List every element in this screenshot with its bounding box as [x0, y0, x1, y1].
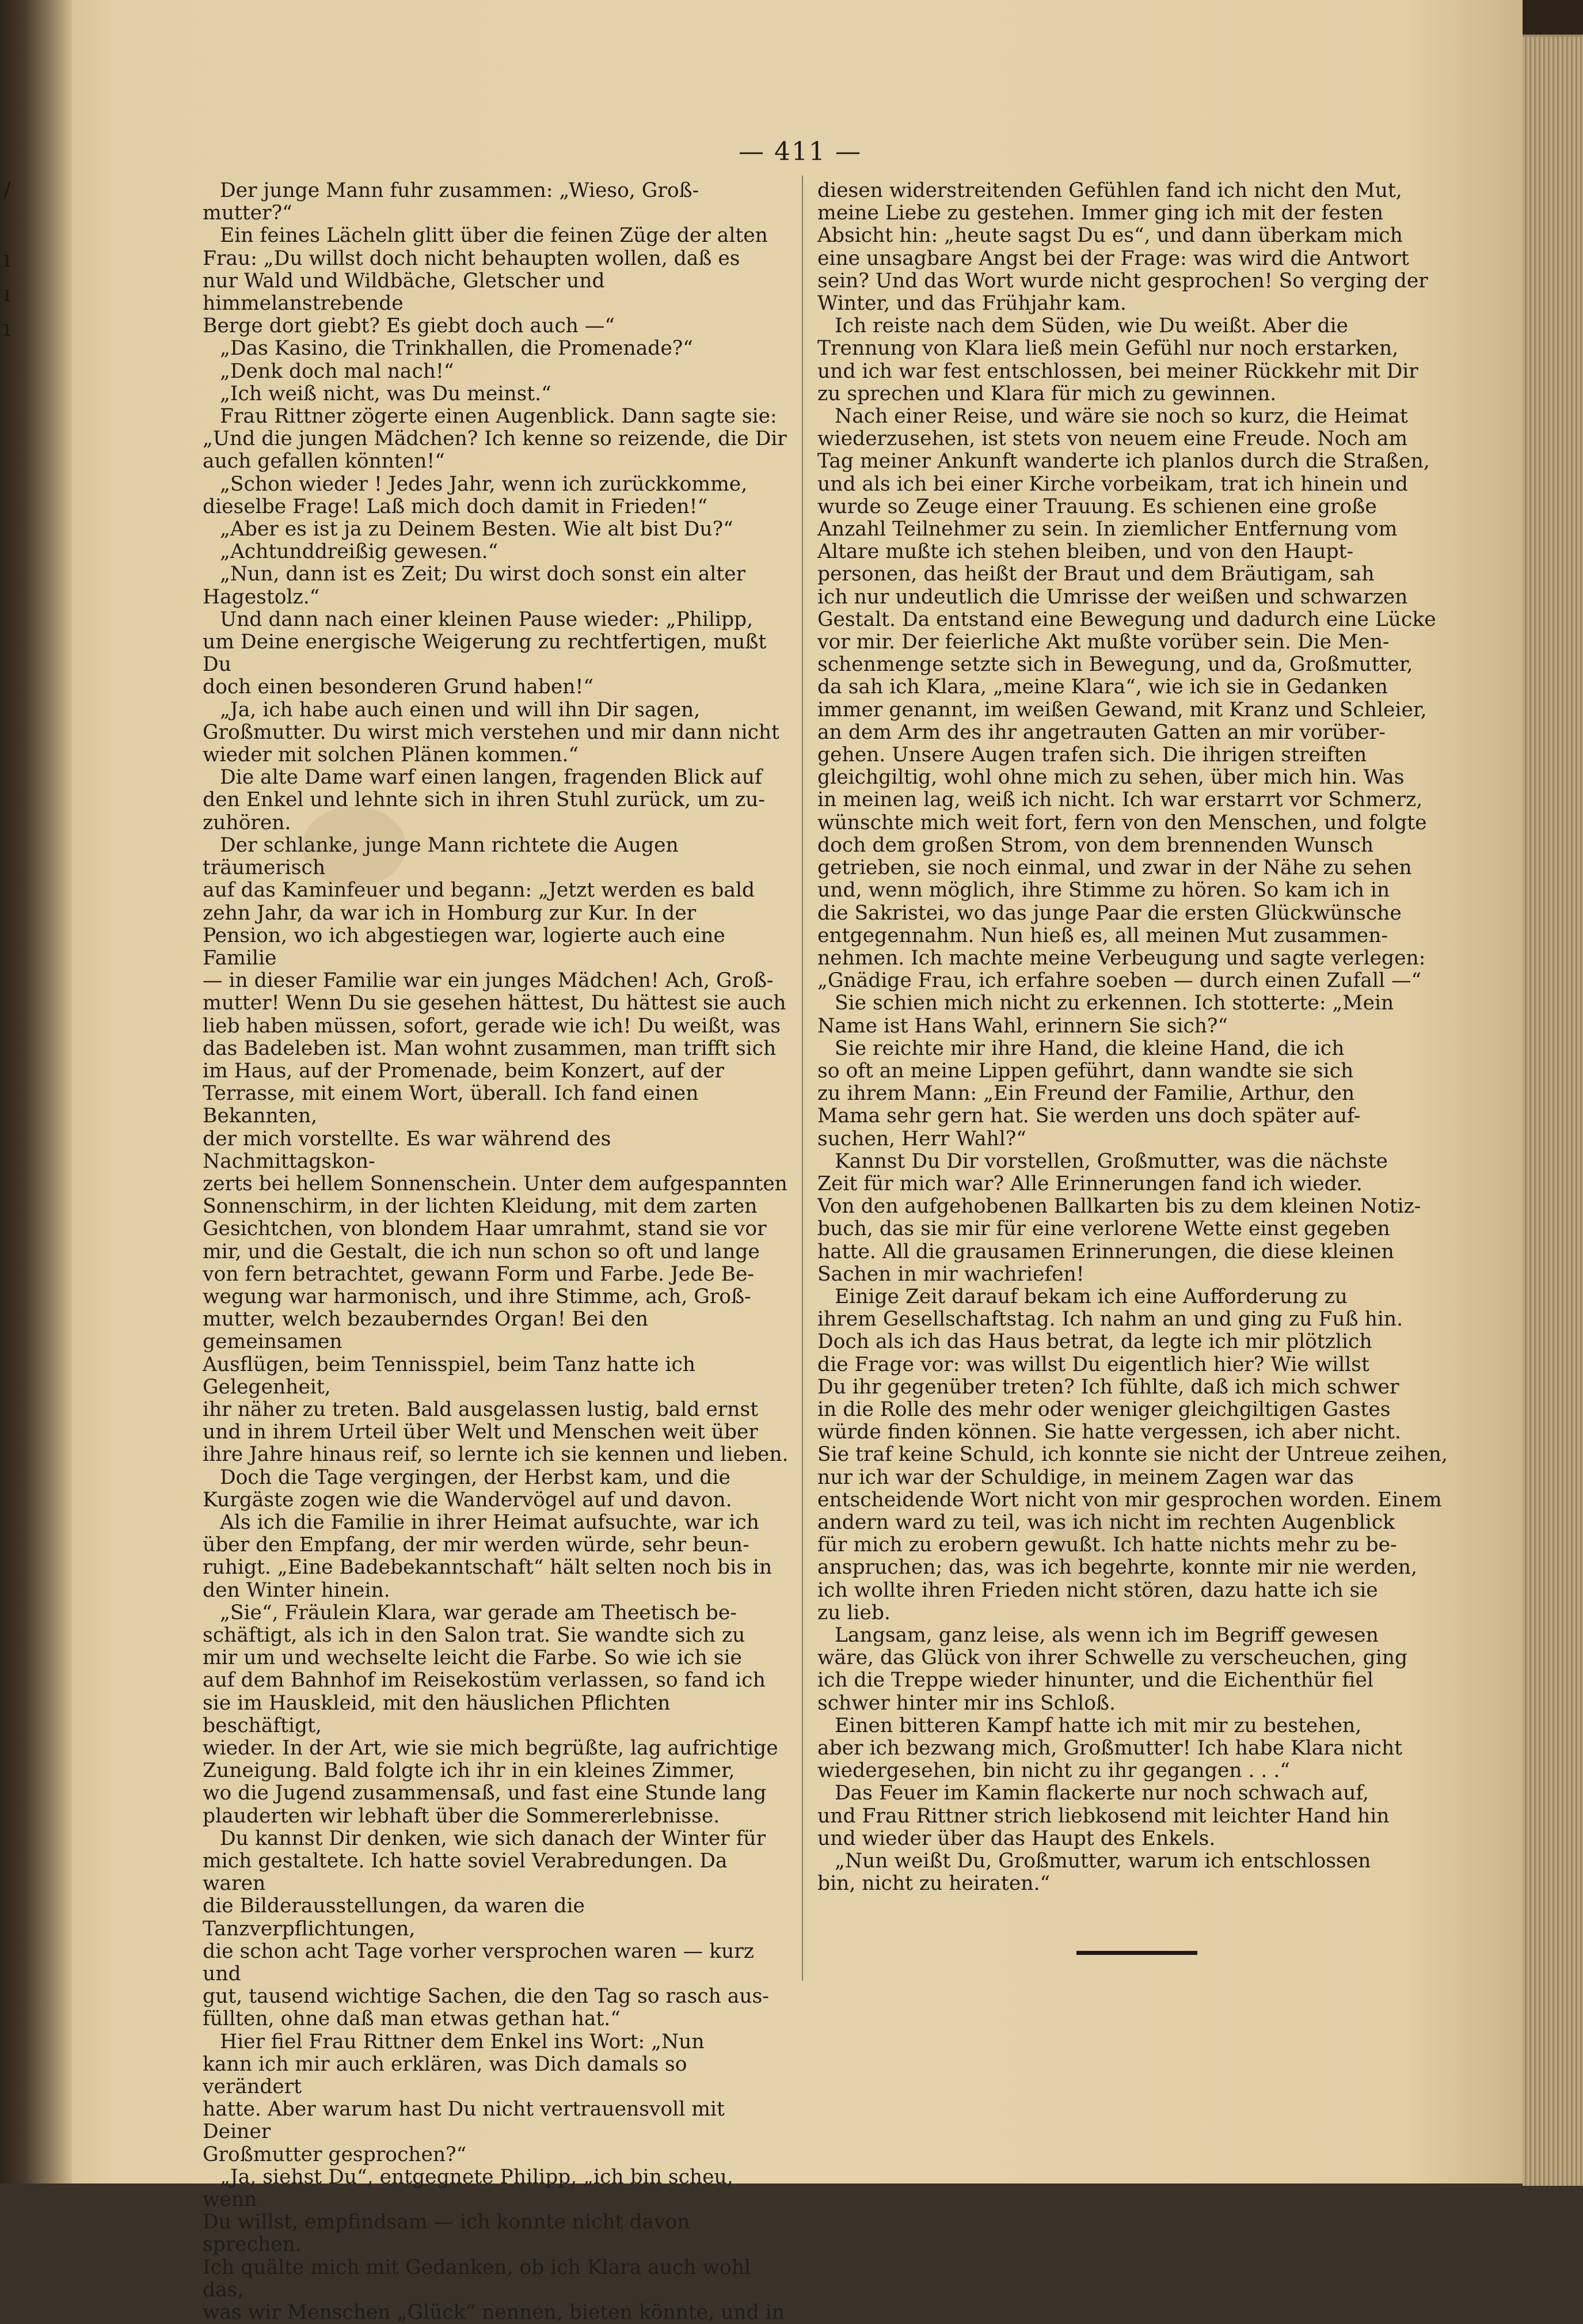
paragraph: „Denk doch mal nach!“	[220, 359, 454, 383]
paragraph: Das Feuer im Kamin flackerte nur noch schwach auf, und Frau Rittner strich liebkosend mit leichter Hand hin und wieder über das Haupt des Enkels.	[817, 1782, 1390, 1850]
paragraph: Ein feines Lächeln glitt über die feinen Züge der alten Frau: „Du willst doch nicht behaupten wollen, daß es nur Wald und Wildbäche, Gletscher und himmelanstrebende Berge dort giebt? Es giebt doch auch —“	[203, 224, 768, 338]
paragraph: „Nun, dann ist es Zeit; Du wirst doch sonst ein alter Hagestolz.“	[203, 563, 746, 609]
opposite-page-edge-marks: / ı ı ı	[3, 177, 11, 341]
paragraph: Langsam, ganz leise, als wenn ich im Begriff gewesen wäre, das Glück von ihrer Schwelle zu verscheuchen, ging ich die Treppe wieder hinunter, und die Eichenthür fiel schwer hinter mir ins Schloß.	[817, 1624, 1408, 1715]
paragraph: „Ich weiß nicht, was Du meinst.“	[220, 382, 551, 405]
page-number: — 411 —	[739, 137, 862, 166]
paragraph: Hier fiel Frau Rittner dem Enkel ins Wort: „Nun kann ich mir auch erklären, was Dich damals so verändert hatte. Aber warum hast Du nicht vertrauensvoll mit Deiner Großmutter gesprochen?“	[203, 2030, 725, 2166]
paragraph: „Nun weißt Du, Großmutter, warum ich entschlossen bin, nicht zu heiraten.“	[817, 1850, 1371, 1896]
paragraph: „Aber es ist ja zu Deinem Besten. Wie alt bist Du?“	[220, 518, 733, 541]
paragraph: Einige Zeit darauf bekam ich eine Aufforderung zu ihrem Gesellschaftstag. Ich nahm an und ging zu Fuß hin. Doch als ich das Haus betrat, da legte ich mir plötzlich die Frage vor: was willst Du eigentlich hier? Wie willst Du ihr gegenüber treten? Ich fühlte, daß ich mich schwer in die Rolle des mehr oder weniger gleichgiltigen Gastes würde finden können. Sie hatte vergessen, ich aber nicht. Sie traf keine Schuld, ich konnte sie nicht der Untreue zeihen, nur ich war der Schuldige, in meinem Zagen war das entscheidende Wort nicht von mir gesprochen worden. Einem andern ward zu teil, was ich nicht im rechten Augenblick für mich zu erobern gewußt. Ich hatte nichts mehr zu be- anspruchen; das, was ich begehrte, konnte mir nie werden, ich wollte ihren Frieden nicht stören, dazu hatte ich sie zu lieb.	[817, 1285, 1448, 1624]
paragraph: Der junge Mann fuhr zusammen: „Wieso, Groß- mutter?“	[203, 179, 699, 225]
paragraph: „Das Kasino, die Trinkhallen, die Promenade?“	[220, 337, 693, 360]
text-column-left	[203, 180, 789, 2324]
paragraph: Frau Rittner zögerte einen Augenblick. Dann sagte sie: „Und die jungen Mädchen? Ich kenne so reizende, die Dir auch gefallen könnten!“	[203, 405, 787, 473]
paragraph: Und dann nach einer kleinen Pause wieder: „Philipp, um Deine energische Weigerung zu rechtfertigen, mußt Du doch einen besonderen Grund haben!“	[203, 607, 767, 699]
paragraph: „Achtunddreißig gewesen.“	[220, 540, 499, 564]
paragraph: Ich reiste nach dem Süden, wie Du weißt. Aber die Trennung von Klara ließ mein Gefühl nur noch erstarken, und ich war fest entschlossen, bei meiner Rückkehr mit Dir zu sprechen und Klara für mich zu gewinnen.	[817, 314, 1418, 405]
end-of-story-rule	[1076, 1951, 1197, 1955]
page-stack-edges	[1523, 35, 1583, 2186]
paragraph: „Schon wieder ! Jedes Jahr, wenn ich zurückkomme, dieselbe Frage! Laß mich doch damit in Frieden!“	[203, 472, 748, 518]
column-divider	[802, 176, 803, 1981]
paragraph: „Ja, ich habe auch einen und will ihn Dir sagen, Großmutter. Du wirst mich verstehen und mir dann nicht wieder mit solchen Plänen kommen.“	[203, 698, 779, 767]
page-stack-top	[1523, 0, 1583, 35]
paragraph: Der schlanke, junge Mann richtete die Augen träumerisch auf das Kaminfeuer und begann: „Jetzt werden es bald zehn Jahr, da war ich in Homburg zur Kur. In der Pension, wo ich abgestiegen war, logierte auch eine Familie — in dieser Familie war ein junges Mädchen! Ach, Groß- mutter! Wenn Du sie gesehen hättest, Du hättest sie auch lieb haben müssen, sofort, gerade wie ich! Du weißt, was das Badeleben ist. Man wohnt zusammen, man trifft sich im Haus, auf der Promenade, beim Konzert, auf der Terrasse, mit einem Wort, überall. Ich fand einen Bekannten, der mich vorstellte. Es war während des Nachmittagskon- zerts bei hellem Sonnenschein. Unter dem aufgespannten Sonnenschirm, in der lichten Kleidung, mit dem zarten Gesichtchen, von blondem Haar umrahmt, stand sie vor mir, und die Gestalt, die ich nun schon so oft und lange von fern betrachtet, gewann Form und Farbe. Jede Be- wegung war harmonisch, und ihre Stimme, ach, Groß- mutter, welch bezauberndes Organ! Bei den gemeinsamen Ausflügen, beim Tennisspiel, beim Tanz hatte ich Gelegenheit, ihr näher zu treten. Bald ausgelassen lustig, bald ernst und in ihrem Urteil über Welt und Menschen weit über ihre Jahre hinaus reif, so lernte ich sie kennen und lieben.	[203, 833, 789, 1467]
text-column-right	[817, 180, 1448, 1895]
paragraph: Sie schien mich nicht zu erkennen. Ich stotterte: „Mein Name ist Hans Wahl, erinnern Sie sich?“	[817, 992, 1394, 1038]
paragraph: „Sie“, Fräulein Klara, war gerade am Theetisch be- schäftigt, als ich in den Salon trat. Sie wandte sich zu mir um und wechselte leicht die Farbe. So wie ich sie auf dem Bahnhof im Reisekostüm verlassen, so fand ich sie im Hauskleid, mit den häuslichen Pflichten beschäftigt, wieder. In der Art, wie sie mich begrüßte, lag aufrichtige Zuneigung. Bald folgte ich ihr in ein kleines Zimmer, wo die Jugend zusammensaß, und fast eine Stunde lang plauderten wir lebhaft über die Sommererlebnisse.	[203, 1601, 778, 1828]
paragraph: Kannst Du Dir vorstellen, Großmutter, was die nächste Zeit für mich war? Alle Erinnerungen fand ich wieder. Von den aufgehobenen Ballkarten bis zu dem kleinen Notiz- buch, das sie mir für eine verlorene Wette einst gegeben hatte. All die grausamen Erinnerungen, die diese kleinen Sachen in mir wachriefen!	[817, 1149, 1421, 1286]
paragraph: diesen widerstreitenden Gefühlen fand ich nicht den Mut, meine Liebe zu gestehen. Immer ging ich mit der festen Absicht hin: „heute sagst Du es“, und dann überkam mich eine unsagbare Angst bei der Frage: was wird die Antwort sein? Und das Wort wurde nicht gesprochen! So verging der Winter, und das Frühjahr kam.	[817, 179, 1428, 316]
paragraph: Einen bitteren Kampf hatte ich mit mir zu bestehen, aber ich bezwang mich, Großmutter! Ich habe Klara nicht wiedergesehen, bin nicht zu ihr gegangen . . .“	[817, 1714, 1403, 1783]
paragraph: Als ich die Familie in ihrer Heimat aufsuchte, war ich über den Empfang, der mir werden würde, sehr beun- ruhigt. „Eine Badebekanntschaft“ hält selten noch bis in den Winter hinein.	[203, 1510, 773, 1602]
paragraph: „Ja, siehst Du“, entgegnete Philipp, „ich bin scheu, wenn Du willst, empfindsam — ich konnte nicht davon sprechen. Ich quälte mich mit Gedanken, ob ich Klara auch wohl das, was wir Menschen „Glück“ nennen, bieten könnte, und in	[203, 2165, 785, 2324]
paragraph: Nach einer Reise, und wäre sie noch so kurz, die Heimat wiederzusehen, ist stets von neuem eine Freude. Noch am Tag meiner Ankunft wanderte ich planlos durch die Straßen, und als ich bei einer Kirche vorbeikam, trat ich hinein und wurde so Zeuge einer Trauung. Es schienen eine große Anzahl Teilnehmer zu sein. In ziemlicher Entfernung vom Altare mußte ich stehen bleiben, und von den Haupt- personen, das heißt der Braut und dem Bräutigam, sah ich nur undeutlich die Umrisse der weißen und schwarzen Gestalt. Da entstand eine Bewegung und dadurch eine Lücke vor mir. Der feierliche Akt mußte vorüber sein. Die Men- schenmenge setzte sich in Bewegung, und da, Großmutter, da sah ich Klara, „meine Klara“, wie ich sie in Gedanken immer genannt, im weißen Gewand, mit Kranz und Schleier, an dem Arm des ihr angetrauten Gatten an mir vorüber- gehen. Unsere Augen trafen sich. Die ihrigen streiften gleichgiltig, wohl ohne mich zu sehen, über mich hin. Was in meinen lag, weiß ich nicht. Ich war erstarrt vor Schmerz, wünschte mich weit fort, fern von den Menschen, und folgte doch dem großen Strom, von dem brennenden Wunsch getrieben, sie noch einmal, und zwar in der Nähe zu sehen und, wenn möglich, ihre Stimme zu hören. So kam ich in die Sakristei, wo das junge Paar die ersten Glückwünsche entgegennahm. Nun hieß es, all meinen Mut zusammen- nehmen. Ich machte meine Verbeugung und sagte verlegen: „Gnädige Frau, ich erfahre soeben — durch einen Zufall —“	[817, 405, 1436, 993]
paragraph: Sie reichte mir ihre Hand, die kleine Hand, die ich so oft an meine Lippen geführt, dann wandte sie sich zu ihrem Mann: „Ein Freund der Familie, Arthur, den Mama sehr gern hat. Sie werden uns doch später auf- suchen, Herr Wahl?“	[817, 1036, 1361, 1150]
paragraph: Du kannst Dir denken, wie sich danach der Winter für mich gestaltete. Ich hatte soviel Verabredungen. Da waren die Bilderausstellungen, da waren die Tanzverpflichtungen, die schon acht Tage vorher versprochen waren — kurz und gut, tausend wichtige Sachen, die den Tag so rasch aus- füllten, ohne daß man etwas gethan hat.“	[203, 1826, 769, 2031]
paragraph: Die alte Dame warf einen langen, fragenden Blick auf den Enkel und lehnte sich in ihren Stuhl zurück, um zu- zuhören.	[203, 766, 766, 834]
paragraph: Doch die Tage vergingen, der Herbst kam, und die Kurgäste zogen wie die Wandervögel auf und davon.	[203, 1465, 732, 1512]
